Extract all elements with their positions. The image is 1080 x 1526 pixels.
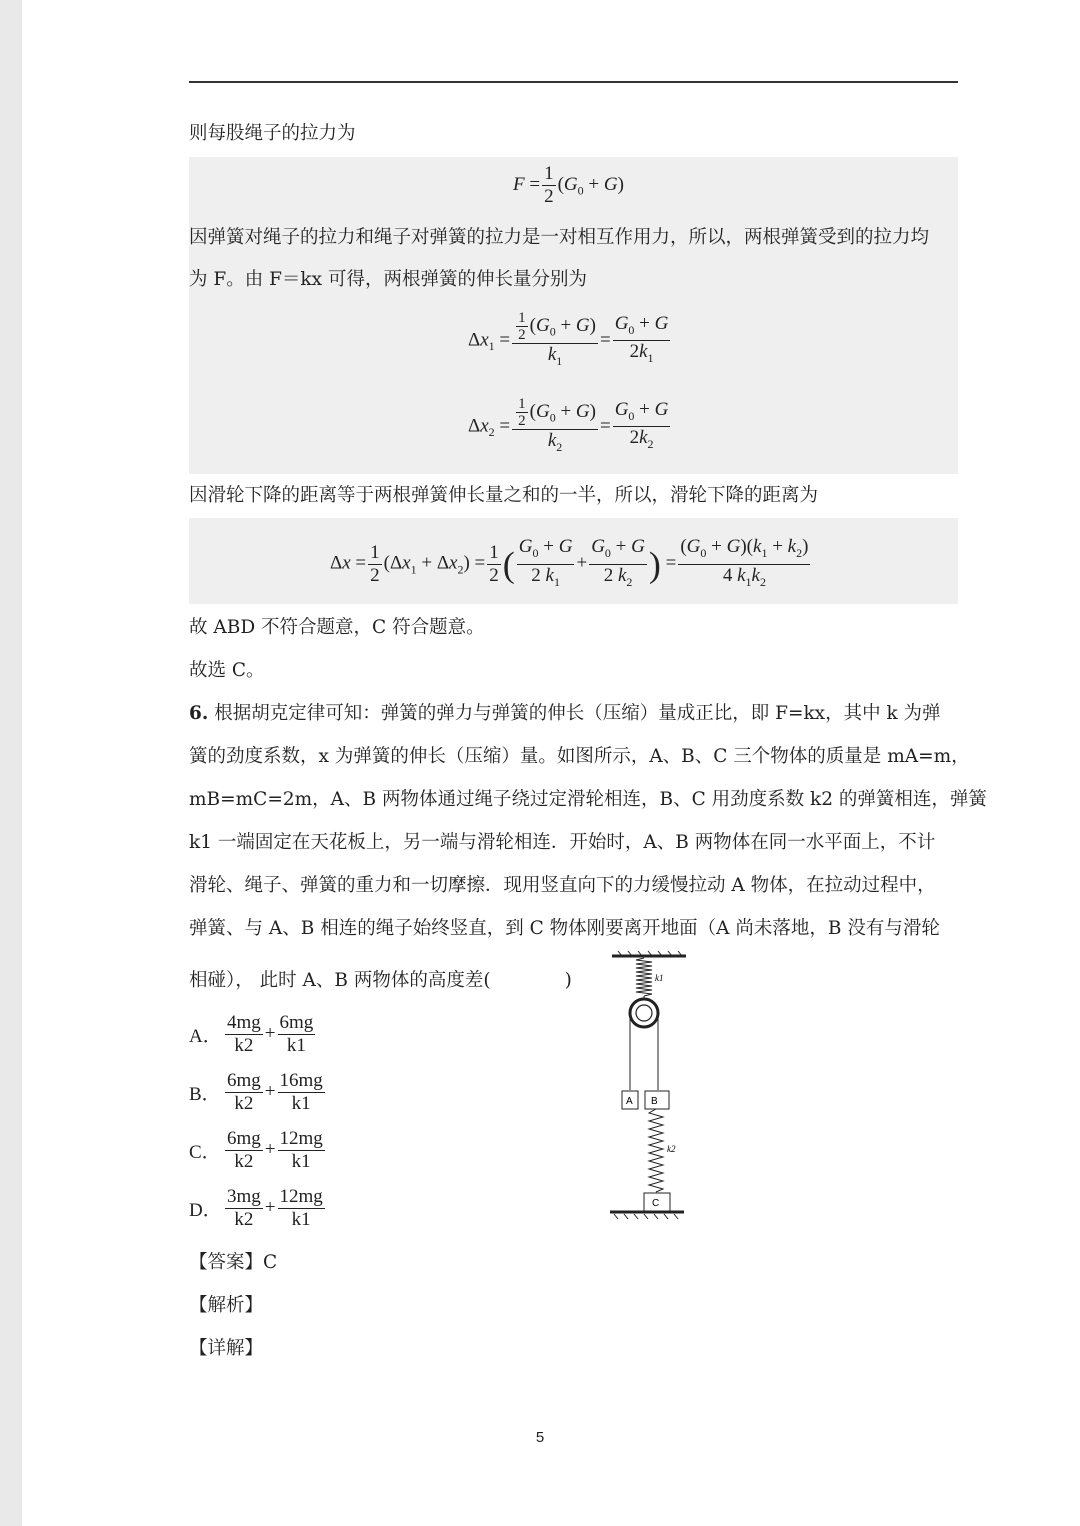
block-b	[645, 1091, 669, 1109]
q6-text-1: 根据胡克定律可知：弹簧的弹力与弹簧的伸长（压缩）量成正比，即 F=kx，其中 k 为弹	[214, 703, 941, 724]
q6-line-5: 滑轮、绳子、弹簧的重力和一切摩擦．现用竖直向下的力缓慢拉动 A 物体，在拉动过程中，	[189, 875, 936, 896]
option-d-den2: k1	[291, 1209, 311, 1230]
option-b[interactable]: B． $\frac{6mg}{k2}$ + $\frac{16mg}{k1}$	[189, 1070, 323, 1114]
option-a-den2: k1	[286, 1035, 306, 1056]
para-spring-1: 因弹簧对绳子的拉力和绳子对弹簧的拉力是一对相互作用力，所以，两根弹簧受到的拉力均	[189, 227, 930, 248]
formula-delta-x1: $\Delta x_1$ = $\frac{1}{2}$ $(G_0 + G)$ $k_1$ = $\frac{G_0 + G}{2k_1}$	[468, 310, 669, 368]
option-b-num2: 16mg	[279, 1070, 323, 1091]
option-c-num1: 6mg	[227, 1128, 261, 1149]
option-a[interactable]: A． $\frac{4mg}{k2}$ + $\frac{6mg}{k1}$	[189, 1012, 314, 1056]
option-b-label: B．	[189, 1084, 221, 1105]
option-d-num2: 12mg	[279, 1186, 323, 1207]
label-a: A	[626, 1096, 633, 1107]
q6-line-1	[189, 700, 941, 728]
q6-line-6: 弹簧、与 A、B 相连的绳子始终竖直，到 C 物体刚要离开地面（A 尚未落地，B 没有与滑轮	[189, 918, 940, 939]
answer: 【答案】C	[189, 1252, 278, 1273]
block-a	[622, 1091, 638, 1109]
q6-line-7: 相碰）， 此时 A、B 两物体的高度差( )	[189, 970, 572, 991]
q6-number: 6.	[189, 703, 209, 724]
option-b-num1: 6mg	[227, 1070, 261, 1091]
label-c: C	[652, 1198, 660, 1209]
formula-delta-x2: $\Delta x_2$ = $\frac{1}{2}$ $(G_0 + G)$ $k_2$ = $\frac{G_0 + G}{2k_2}$	[468, 396, 669, 454]
intro-line: 则每股绳子的拉力为	[189, 123, 356, 144]
q6-line-3: mB=mC=2m，A、B 两物体通过绳子绕过定滑轮相连，B、C 用劲度系数 k2 的弹簧相连，弹簧	[189, 789, 987, 810]
option-d-label: D．	[189, 1200, 222, 1221]
pulley	[630, 999, 658, 1027]
block-c	[644, 1193, 670, 1211]
formula-rope-tension: F = $\frac{1}{2}$ $(G_0 + G)$	[513, 163, 624, 207]
conclusion-2: 故选 C。	[189, 660, 265, 681]
para-pulley: 因滑轮下降的距离等于两根弹簧伸长量之和的一半，所以，滑轮下降的距离为	[189, 485, 819, 506]
formula-pulley-drop: Δx = $\frac{1}{2}$ $(\Delta x_1 + \Delta x_2)$ = $\frac{1}{2}$ ( $\frac{G_0 + G}{2 k_1}$ + $\frac{G_0 + G}{2 k_2}$ ) = $\frac{(G_0 + G)(k_1 + k_2)}{4 k_1k_2}$	[330, 536, 809, 589]
option-a-num1: 4mg	[227, 1012, 261, 1033]
spring-pulley-figure	[600, 948, 700, 1223]
option-d-den1: k2	[234, 1209, 254, 1230]
option-a-den1: k2	[234, 1035, 254, 1056]
label-k2: k2	[667, 1144, 676, 1154]
option-c-den1: k2	[234, 1151, 254, 1172]
ground	[610, 1212, 684, 1219]
para-spring-2: 为 F。由 F＝kx 可得，两根弹簧的伸长量分别为	[189, 269, 587, 290]
spring-k1	[636, 958, 652, 996]
conclusion-1: 故 ABD 不符合题意，C 符合题意。	[189, 617, 485, 638]
option-a-num2: 6mg	[279, 1012, 314, 1033]
q6-line-2: 簧的劲度系数，x 为弹簧的伸长（压缩）量。如图所示，A、B、C 三个物体的质量是 mA=m，	[189, 746, 970, 767]
ceiling	[612, 951, 686, 956]
option-d-num1: 3mg	[227, 1186, 261, 1207]
option-b-den2: k1	[291, 1093, 311, 1114]
option-b-den1: k2	[234, 1093, 254, 1114]
label-k1: k1	[655, 973, 664, 983]
option-c-num2: 12mg	[279, 1128, 323, 1149]
page-number: 5	[535, 1429, 545, 1446]
option-c-den2: k1	[291, 1151, 311, 1172]
detail-heading: 【详解】	[189, 1338, 264, 1359]
option-d[interactable]: D． $\frac{3mg}{k2}$ + $\frac{12mg}{k1}$	[189, 1186, 323, 1230]
q6-line-4: k1 一端固定在天花板上，另一端与滑轮相连．开始时，A、B 两物体在同一水平面上，不计	[189, 832, 936, 853]
spring-k2	[649, 1109, 663, 1192]
option-a-label: A．	[189, 1026, 222, 1047]
option-c-label: C．	[189, 1142, 221, 1163]
label-b: B	[651, 1096, 658, 1107]
analysis-heading: 【解析】	[189, 1295, 264, 1316]
option-c[interactable]: C． $\frac{6mg}{k2}$ + $\frac{12mg}{k1}$	[189, 1128, 323, 1172]
header-rule	[189, 81, 958, 83]
